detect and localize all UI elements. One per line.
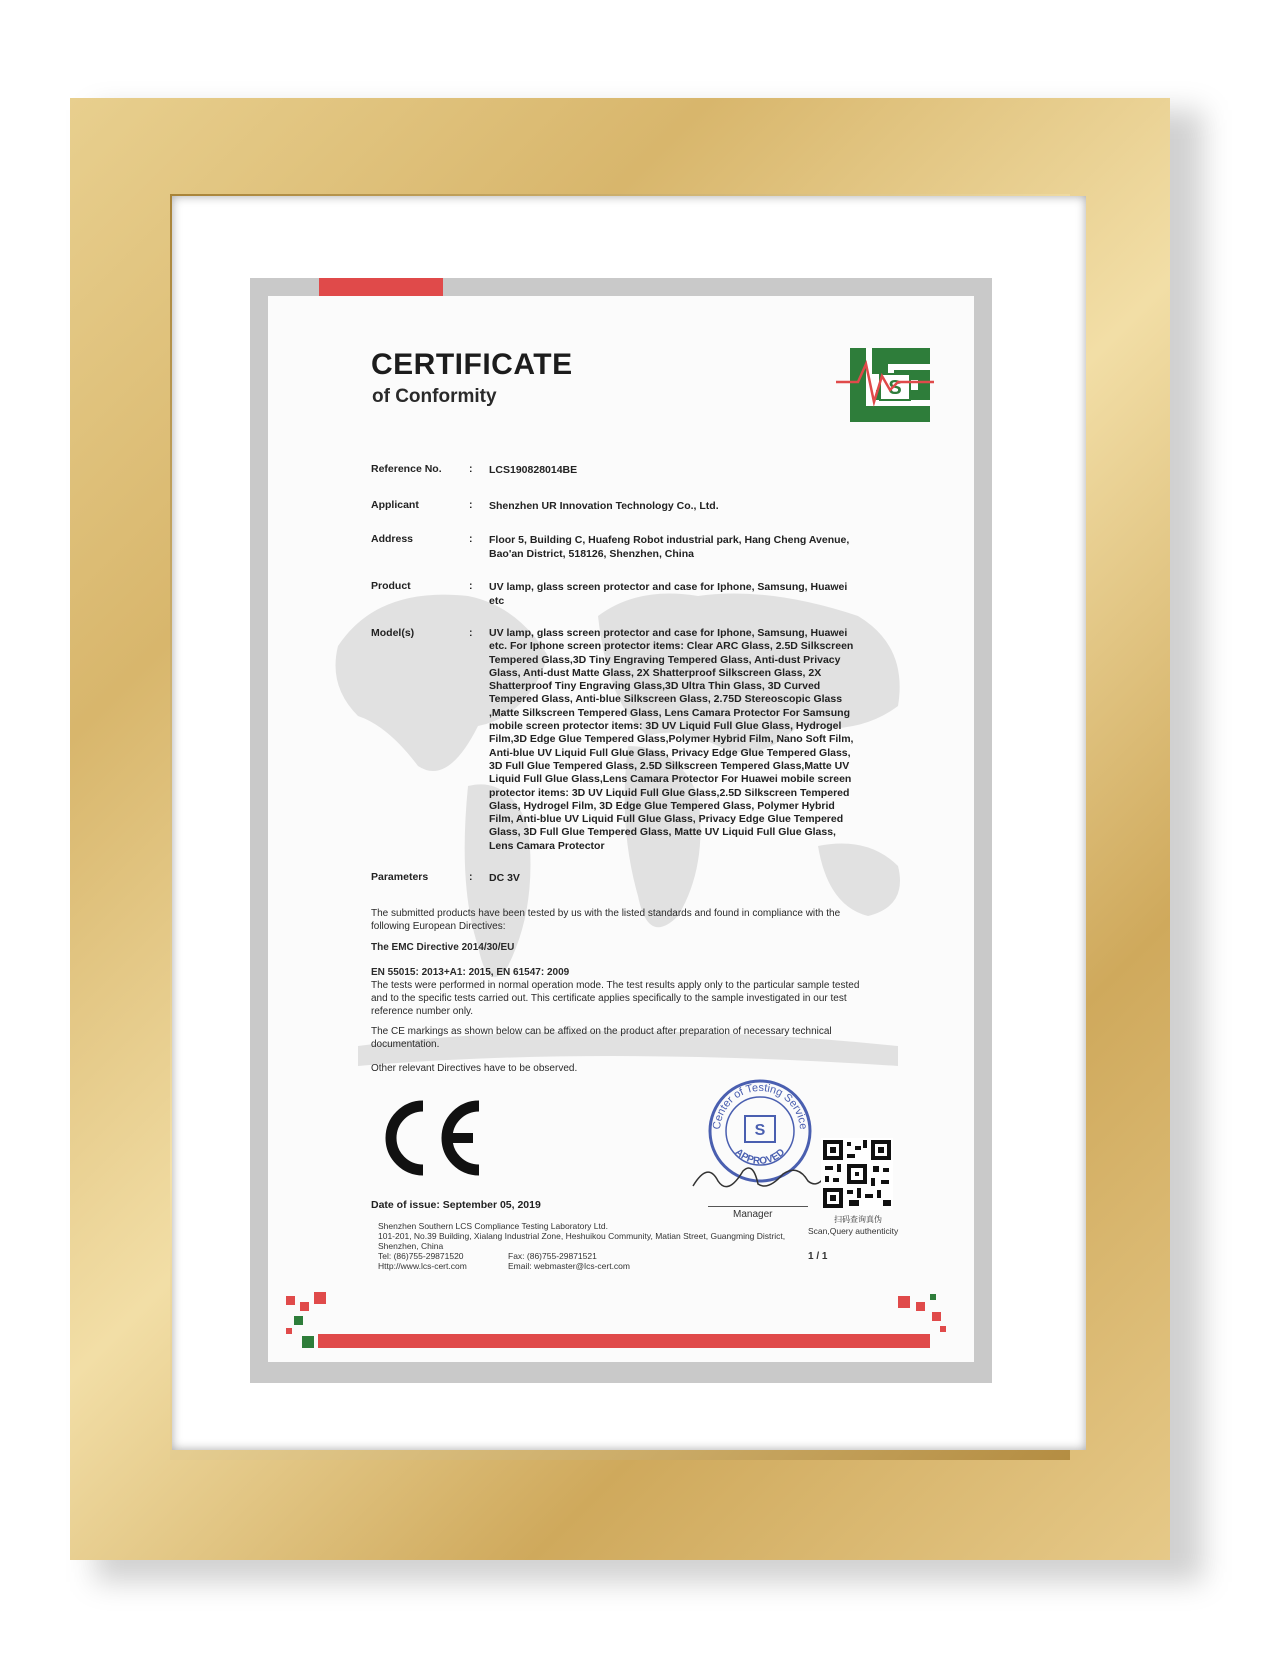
field-value: UV lamp, glass screen protector and case for Iphone, Samsung, Huawei etc: [489, 581, 848, 607]
field-value: Floor 5, Building C, Huafeng Robot industrial park, Hang Cheng Avenue, Bao'an District, 518126, Shenzhen, China: [489, 534, 850, 560]
qr-code-icon: [821, 1138, 893, 1210]
other-directives: Other relevant Directives have to be observed.: [371, 1063, 578, 1074]
field-colon: :: [469, 580, 473, 592]
decor-square: [300, 1302, 309, 1311]
field-label: Applicant: [371, 499, 419, 511]
footer-tel: Tel: (86)755-29871520: [378, 1251, 464, 1261]
signature-line: [708, 1206, 808, 1207]
decor-square: [930, 1294, 936, 1300]
manager-label: Manager: [733, 1209, 773, 1220]
ce-note-paragraph: The CE markings as shown below can be affixed on the product after preparation of necessary technical documentation.: [371, 1026, 832, 1050]
logo-letter: S: [888, 377, 902, 399]
decor-square: [898, 1296, 910, 1308]
decor-square: [286, 1328, 292, 1334]
decor-square: [916, 1302, 925, 1311]
field-colon: :: [469, 533, 473, 545]
certificate-document: [250, 278, 992, 1383]
field-label: Product: [371, 580, 411, 592]
stamp-approved: APPROVED: [732, 1146, 788, 1168]
bottom-red-bar: [318, 1334, 930, 1348]
decor-square: [302, 1336, 314, 1348]
field-colon: :: [469, 499, 473, 511]
field-colon: :: [469, 463, 473, 475]
stamp-text: Center of Testing Service: [710, 1081, 810, 1131]
field-colon: :: [469, 871, 473, 883]
directive-heading: The EMC Directive 2014/30/EU: [371, 942, 515, 953]
standards-line: EN 55015: 2013+A1: 2015, EN 61547: 2009: [371, 967, 570, 978]
field-value: Shenzhen UR Innovation Technology Co., Ltd.: [489, 500, 719, 512]
issue-date: Date of issue: September 05, 2019: [371, 1199, 541, 1211]
footer-lab-name: Shenzhen Southern LCS Compliance Testing Laboratory Ltd.: [378, 1221, 608, 1231]
decor-square: [314, 1292, 326, 1304]
page-number: 1 / 1: [808, 1251, 828, 1262]
field-value: UV lamp, glass screen protector and case for Iphone, Samsung, Huawei etc. For Iphone screen protector items: Clear ARC Glass, 2.5D Silkscreen Tempered Glass,3D Tiny Engraving Tempered Glass, Anti-dust Privacy Glass, Anti-dust Matte Glass, 2X Shatterproof Silkscreen Glass, 2X Shatterproof Tiny Engraving Glass,3D Ultra Thin Glass, 3D Curved Tempered Glass, Anti-blue Silkscreen Glass, 2.75D Stereoscopic Glass ,Matte Silkscreen Tempered Glass, Lens Camara Protector For Samsung mobile screen protector items: 3D UV Liquid Full Glue Glass, Hydrogel Film,3D Edge Glue Tempered Glass,Polymer Hybrid Film, Nano Soft Film, Anti-blue UV Liquid Full Glue Glass, Privacy Edge Glue Tempered Glass, 3D Full Glue Tempered Glass, 2.5D Silkscreen Tempered Glass,Matte UV Liquid Full Glue Glass,Lens Camara Protector For Huawei mobile screen protector items: 3D UV Liquid Full Glue Glass,2.5D Silkscreen Tempered Glass, Hydrogel Film, 3D Edge Glue Tempered Glass, Polymer Hybrid Film, Anti-blue UV Liquid Full Glue Glass, Privacy Edge Glue Tempered Glass, 3D Full Glue Tempered Glass, Matte UV Liquid Full Glue Glass, Lens Camara Protector: [489, 627, 854, 852]
certificate-title: CERTIFICATE: [371, 348, 573, 381]
field-value: DC 3V: [489, 872, 520, 884]
footer-email: Email: webmaster@lcs-cert.com: [508, 1261, 630, 1271]
decor-square: [286, 1296, 295, 1305]
field-colon: :: [469, 627, 473, 639]
top-red-strip: [319, 278, 443, 296]
manager-signature: [688, 1156, 828, 1196]
field-label: Model(s): [371, 627, 415, 639]
decor-square: [294, 1316, 303, 1325]
lcs-logo: [836, 346, 934, 424]
qr-caption-en: Scan,Query authenticity: [808, 1226, 899, 1236]
stamp-letter: S: [754, 1122, 766, 1139]
footer-address-1: 101-201, No.39 Building, Xialang Industrial Zone, Heshuikou Community, Matian Street, Guangming District,: [378, 1231, 786, 1241]
footer-fax: Fax: (86)755-29871521: [508, 1251, 597, 1261]
certificate-paper: [268, 296, 974, 1362]
footer-address-2: Shenzhen, China: [378, 1241, 444, 1251]
decor-square: [940, 1326, 946, 1332]
field-label: Address: [371, 533, 414, 545]
tests-paragraph: The tests were performed in normal operation mode. The test results apply only to the particular sample tested and to the specific tests carried out. This certificate applies specifically to the sample investigated in our test reference number only.: [371, 980, 860, 1017]
ce-mark-icon: [371, 1096, 491, 1180]
footer-web: Http://www.lcs-cert.com: [378, 1261, 467, 1271]
decor-square: [932, 1312, 941, 1321]
field-label: Parameters: [371, 871, 429, 883]
qr-caption-cn: 扫码查询真伪: [834, 1215, 882, 1224]
field-value: LCS190828014BE: [489, 464, 578, 476]
field-label: Reference No.: [371, 463, 442, 475]
certificate-subtitle: of Conformity: [372, 386, 497, 407]
intro-paragraph: The submitted products have been tested by us with the listed standards and found in compliance with the following European Directives:: [371, 908, 841, 932]
